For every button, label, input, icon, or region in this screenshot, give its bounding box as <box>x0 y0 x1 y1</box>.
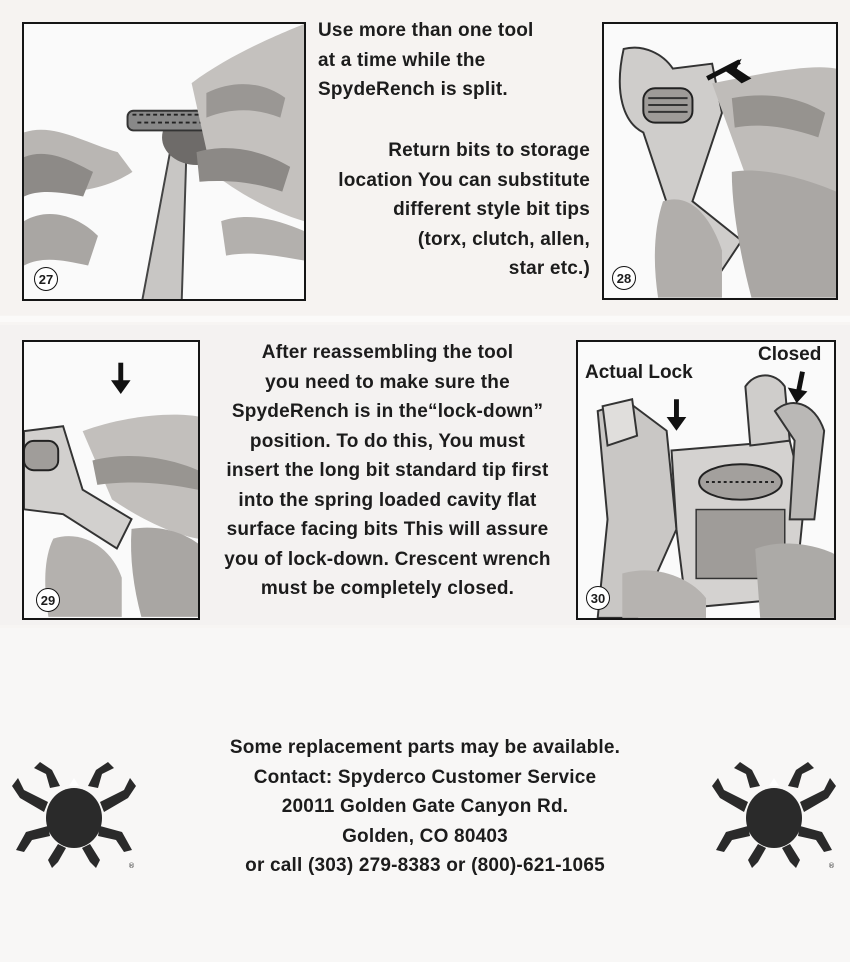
photo-step-29 <box>22 340 200 620</box>
registered-mark: ® <box>128 862 135 870</box>
photo-step-27 <box>22 22 306 301</box>
text-line: position. To do this, You must <box>249 430 526 452</box>
contact-line: Contact: Spyderco Customer Service <box>253 766 597 788</box>
text-line: different style bit tips <box>393 199 590 220</box>
label-actual-lock: Actual Lock <box>585 362 693 383</box>
hands-with-screwdriver-illustration <box>24 24 304 299</box>
text-line: star etc.) <box>508 258 590 279</box>
step-number-29: 29 <box>36 588 60 612</box>
text-line: you of lock-down. Crescent wrench <box>224 548 551 570</box>
text-line: After reassembling the tool <box>261 342 514 363</box>
spider-logo-icon <box>12 760 142 870</box>
instruction-text-b <box>338 136 590 284</box>
text-line: insert the long bit standard tip first <box>226 460 549 481</box>
registered-mark: ® <box>828 862 835 870</box>
instruction-text-c <box>200 338 575 604</box>
label-closed: Closed <box>758 344 822 365</box>
text-line: surface facing bits This will assure <box>226 519 549 540</box>
contact-line: Some replacement parts may be available. <box>229 737 621 758</box>
step-number-30: 30 <box>586 586 610 610</box>
text-line: SpydeRench is split. <box>318 79 508 100</box>
wrench-in-hands-illustration <box>24 342 198 618</box>
text-line: must be completely closed. <box>260 578 515 599</box>
contact-line: 20011 Golden Gate Canyon Rd. <box>281 796 569 817</box>
text-line: Use more than one tool <box>318 20 534 41</box>
text-line: Return bits to storage <box>388 140 590 161</box>
text-line: you need to make sure the <box>265 371 510 393</box>
text-line: into the spring loaded cavity flat <box>238 489 537 511</box>
contact-line: or call (303) 279-8383 or (800)-621-1065 <box>245 855 605 876</box>
spider-logo-icon <box>712 760 842 870</box>
text-line: location You can substitute <box>338 169 590 191</box>
text-line: (torx, clutch, allen, <box>417 228 590 250</box>
step-number-28: 28 <box>612 266 636 290</box>
photo-step-28 <box>602 22 838 300</box>
contact-block <box>190 733 660 881</box>
wrench-in-hands-illustration <box>604 24 836 298</box>
contact-line: Golden, CO 80403 <box>342 825 508 847</box>
text-line: at a time while the <box>318 49 486 71</box>
step-number-27: 27 <box>34 267 58 291</box>
text-line: SpydeRench is in the“lock-down” <box>231 401 544 422</box>
instruction-text-a <box>318 16 534 105</box>
section-divider <box>0 316 850 322</box>
